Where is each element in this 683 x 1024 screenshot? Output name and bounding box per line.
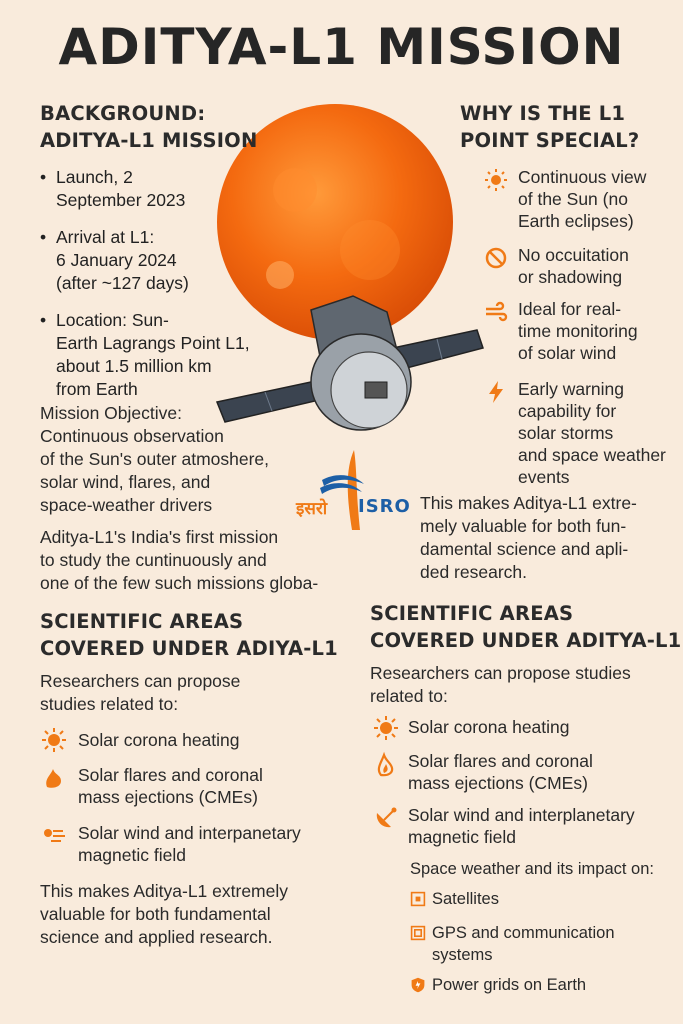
bullet-location: • Location: Sun- Earth Lagrangs Point L1, about 1.5 million km from Earth — [38, 309, 318, 401]
sci-right-heading: SCIENTIFIC AREAS COVERED UNDER ADITYA-L1 — [370, 602, 682, 652]
satellite-icon — [408, 888, 428, 910]
why-item-real-time-monitoring: Ideal for real- time monitoring of solar wind — [482, 298, 638, 364]
bullet-arrival: • Arrival at L1: 6 January 2024 (after ~127 days) — [38, 226, 318, 295]
isro-latin-text: ISRO — [358, 496, 411, 517]
sci-left-item-flares: Solar flares and coronal mass ejections (CMEs) — [40, 764, 263, 808]
bullet-launch: • Launch, 2 September 2023 — [38, 166, 318, 212]
page-title: ADITYA-L1 MISSION — [58, 18, 625, 76]
why-l1-heading: WHY IS THE L1 POINT SPECIAL? — [460, 102, 640, 152]
sci-left-intro: Researchers can propose studies related to: — [40, 671, 241, 714]
sci-left-heading: SCIENTIFIC AREAS COVERED UNDER ADIYA-L1 — [40, 610, 338, 660]
wind-icon — [40, 822, 68, 850]
isro-logo — [296, 448, 411, 534]
sci-left-item-solar-wind: Solar wind and interpanetary magnetic field — [40, 822, 301, 866]
why-item-continuous-view: Continuous view of the Sun (no Earth eclipses) — [482, 166, 646, 232]
gps-icon — [408, 922, 428, 944]
sun-icon — [40, 726, 68, 754]
shield-icon — [408, 974, 428, 996]
impact-item-satellites: Satellites — [408, 888, 499, 910]
mission-objective: Mission Objective: Continuous observation of the Sun's outer atmoshere, solar wind, flares, and space-weather drivers — [40, 403, 270, 515]
impact-item-gps: GPS and communication systems — [408, 922, 615, 966]
wind-icon — [482, 298, 510, 326]
no-symbol-icon — [482, 244, 510, 272]
sci-right-intro: Researchers can propose studies related to: — [370, 663, 631, 706]
sci-right-item-flares: Solar flares and coronal mass ejections (CMEs) — [372, 750, 593, 794]
why-item-early-warning: Early warning capability for solar storms and space weather events — [482, 378, 666, 488]
background-heading: BACKGROUND: ADITYA-L1 MISSION — [40, 102, 258, 152]
flame-icon — [372, 750, 400, 778]
why-l1-summary: This makes Aditya-L1 extre- mely valuable for both fun- damental science and apli- ded research. — [420, 493, 637, 582]
sci-right-item-corona: Solar corona heating — [372, 714, 570, 742]
sci-right-item-solar-wind: Solar wind and interplanetary magnetic field — [372, 804, 635, 848]
background-bullet-list — [38, 166, 318, 411]
lightning-icon — [482, 378, 510, 406]
impact-item-power-grids: Power grids on Earth — [408, 974, 586, 996]
sci-left-summary: This makes Aditya-L1 extremely valuable for both fundamental science and applied research. — [40, 881, 289, 947]
why-item-no-occultation: No occuitation or shadowing — [482, 244, 629, 288]
isro-emblem-icon — [316, 448, 376, 532]
isro-hindi-text: इसरो — [296, 499, 328, 519]
sun-icon — [372, 714, 400, 742]
first-mission-text: Aditya-L1's India's first mission to study the cuntinuously and one of the few such missions globa- — [40, 527, 319, 593]
satellite-dish-icon — [372, 804, 400, 832]
space-weather-label: Space weather and its impact on: — [410, 860, 654, 878]
sun-icon — [482, 166, 510, 194]
sci-left-item-corona: Solar corona heating — [40, 726, 240, 754]
flare-icon — [40, 764, 68, 792]
